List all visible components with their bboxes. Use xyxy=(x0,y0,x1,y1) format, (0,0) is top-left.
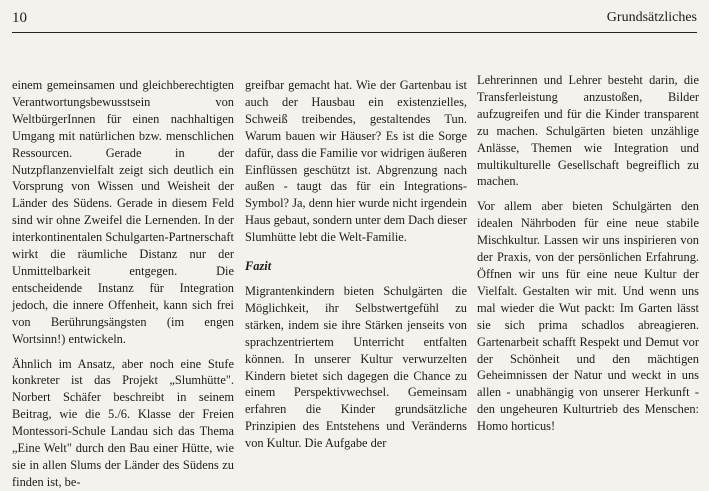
paragraph: Vor allem aber bieten Schulgärten den idealen Nährboden für eine neue stabile Mischkultur. Lassen wir uns inspirieren von der Praxis, von der persönlichen Erfahrung. Öffnen wir uns für eine neue Kultur der Vielfalt. Gestalten wir mit. Und wenn uns mal wieder die Wut packt: Im Garten lässt sie sich prima schadlos abreagieren. Gartenarbeit schafft Respekt und Demut vor der Schönheit und den mächtigen Geheimnissen der Natur und weckt in uns allen - unabhängig von unserer Herkunft - den ungeheuren Kulturtrieb des Menschen: Homo horticus! xyxy=(477,199,699,434)
text-column-1 xyxy=(12,77,234,491)
section-heading: Fazit xyxy=(245,259,272,274)
text-column-2 xyxy=(245,77,467,452)
text-column-3 xyxy=(477,72,699,435)
paragraph: Migrantenkindern bieten Schulgärten die Möglichkeit, ihr Selbstwertgefühl zu stärken, indem sie ihre Stärken jenseits von sprachzentriertem Unterricht entfalten können. In unserer Kultur verwurzelten Kindern bietet sich dagegen die Chance zu einem Perspektivwechsel. Gemeinsam erfahren die Kinder grundsätzliche Prinzipien des Entstehens und Veränderns von Kultur. Die Aufgabe der xyxy=(245,283,467,451)
page-number: 10 xyxy=(12,10,27,26)
paragraph: Lehrerinnen und Lehrer besteht darin, die Transferleistung anzustoßen, Bilder aufzugreifen und für die Kinder transparent zu machen. Schulgärten bieten unzählige Anlässe, Themen wie Integration und multikulturelle Gesellschaft begreiflich zu machen. xyxy=(477,73,699,189)
paragraph: einem gemeinsamen und gleichberechtigten Verantwortungsbewusstsein von WeltbürgerInnen für einen nachhaltigen Umgang mit natürlichen bzw. menschlichen Ressourcen. Gerade in der Nutzpflanzenvielfalt zeigt sich deutlich ein Vorsprung von Wissen und Weisheit der Länder des Südens. Gerade in diesem Feld sind wir ohne Zweifel die Lernenden. In der interkontinentalen Schulgarten-Partnerschaft wirkt die räumliche Distanz nur der Unmittelbarkeit entgegen. Die entscheidende Instanz für Integration jedoch, die innere Offenheit, kann sich frei von Berührungsängsten (im engen Wortsinn!) entwickeln. xyxy=(12,78,234,346)
paragraph: Ähnlich im Ansatz, aber noch eine Stufe konkreter ist das Projekt „Slumhütte". Norbert Schäfer beschreibt in seinem Beitrag, wie die 5./6. Klasse der Freien Montessori-Schule Landau sich das Thema „Eine Welt" durch den Bau einer Hütte, wie sie in allen Slums der Länder des Südens zu finden ist, be- xyxy=(12,356,234,489)
running-head: Grundsätzliches xyxy=(606,10,697,25)
page-header xyxy=(12,6,697,33)
paragraph: greifbar gemacht hat. Wie der Gartenbau ist auch der Hausbau ein existenzielles, Schweiß treibendes, gestaltendes Tun. Warum bauen wir Häuser? Es ist die Sorge dafür, dass die Familie vor widrigen äußeren Einflüssen geschützt ist. Abgrenzung nach außen - taugt das für ein Integrations-Symbol? Ja, denn hier wurde nicht irgendein Haus gebaut, sondern unter dem Dach dieser Slumhütte lebt die Welt-Familie. xyxy=(245,78,467,245)
